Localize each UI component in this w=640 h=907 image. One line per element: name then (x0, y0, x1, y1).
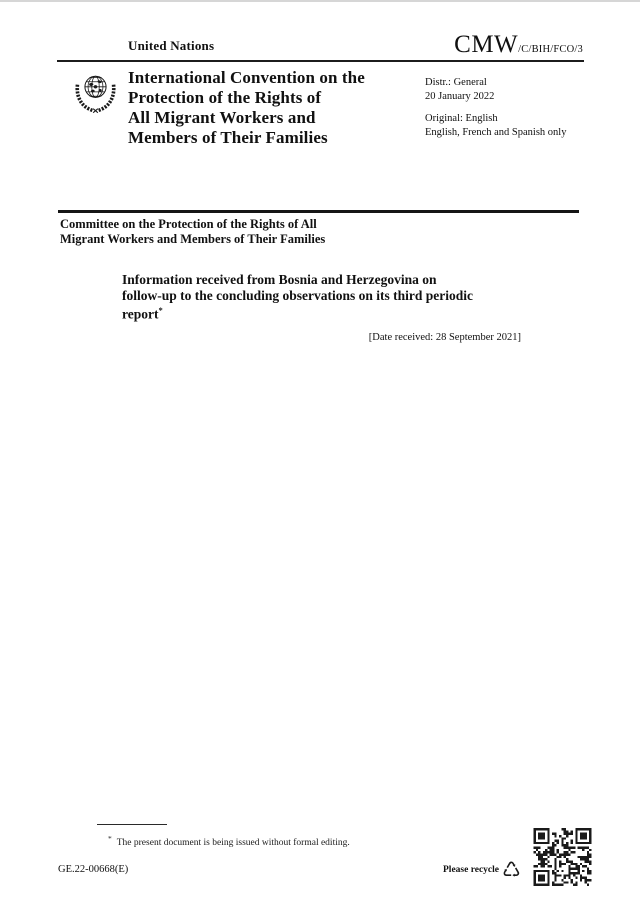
date-received: [Date received: 28 September 2021] (368, 332, 521, 343)
section-divider (58, 210, 579, 213)
footnote-marker: * (158, 305, 163, 315)
original-language: Original: English (425, 113, 498, 124)
document-id: GE.22-00668(E) (58, 864, 129, 875)
convention-title-line: International Convention on the (128, 68, 365, 87)
distr-line: Distr.: General (425, 77, 487, 88)
recycle-label: Please recycle (443, 865, 499, 875)
convention-title-line: Members of Their Families (128, 128, 328, 147)
committee-heading-line: Committee on the Protection of the Rights of All (60, 217, 317, 231)
distribution-meta (425, 76, 566, 139)
languages-note: English, French and Spanish only (425, 126, 567, 138)
footnote-text: The present document is being issued without formal editing. (116, 838, 350, 849)
footnote-divider (97, 824, 167, 825)
distr-date: 20 January 2022 (425, 90, 495, 102)
convention-title (128, 68, 365, 148)
header-divider (57, 60, 584, 62)
document-symbol-sub: /C/BIH/FCO/3 (518, 44, 583, 55)
recycle-notice (443, 854, 533, 886)
committee-heading-line: Migrant Workers and Members of Their Families (60, 232, 326, 246)
document-symbol-main: CMW (454, 31, 519, 58)
document-title-line: follow-up to the concluding observations on its third periodic (122, 287, 474, 303)
footnote (108, 833, 350, 849)
recycle-icon: ♺ (502, 857, 521, 882)
document-title-line-text: report (122, 306, 159, 322)
document-title-line (122, 303, 532, 322)
footnote-marker: * (108, 834, 112, 843)
un-emblem-icon (72, 67, 119, 116)
qr-code-icon (533, 828, 592, 886)
document-title (122, 272, 532, 322)
document-title-line: Information received from Bosnia and Herzegovina on (122, 272, 437, 287)
org-name: United Nations (128, 38, 215, 53)
committee-heading (60, 217, 325, 247)
convention-title-line: Protection of the Rights of (128, 88, 322, 107)
convention-title-line: All Migrant Workers and (128, 108, 316, 127)
document-symbol (454, 31, 583, 59)
